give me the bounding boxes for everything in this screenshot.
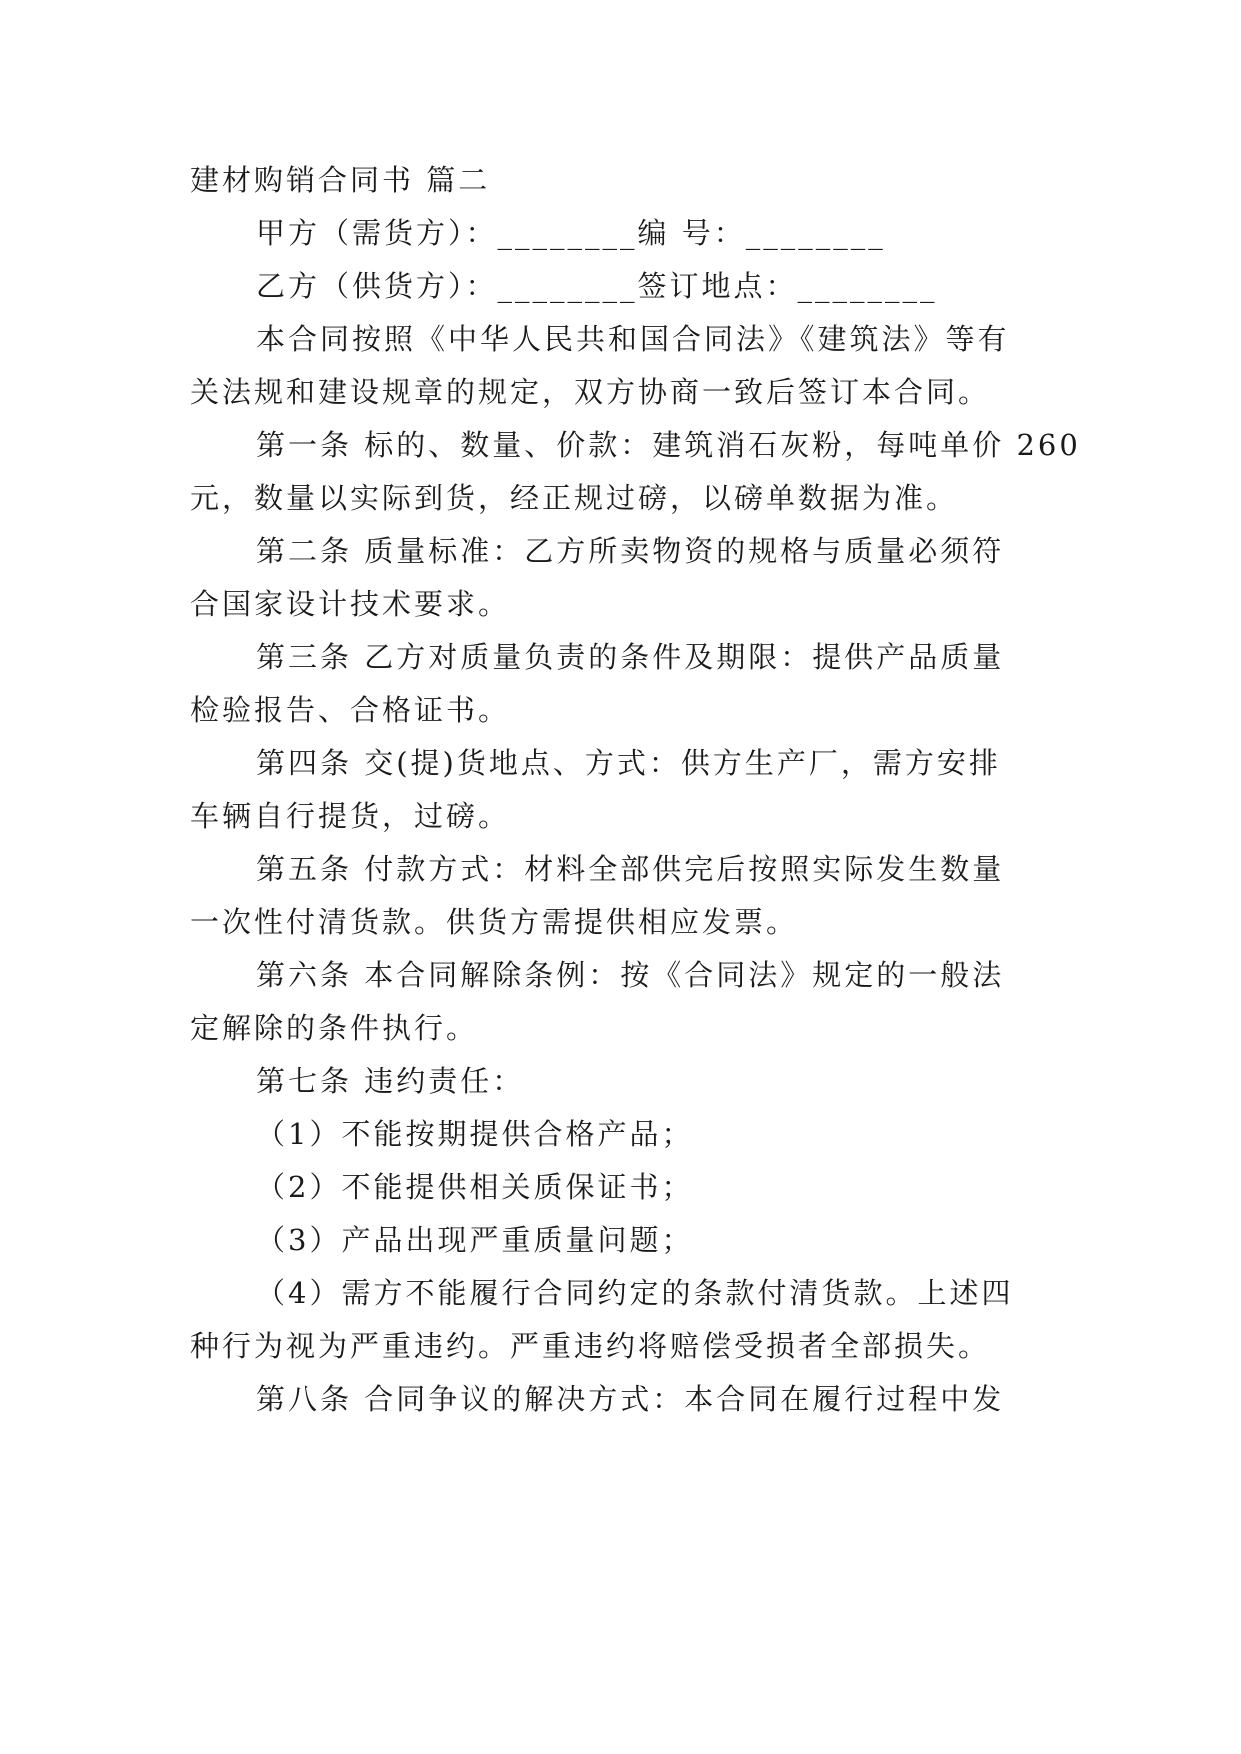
article-6-line-2: 定解除的条件执行。	[190, 1011, 479, 1045]
article-1-line-2: 元，数量以实际到货，经正规过磅，以磅单数据为准。	[190, 481, 959, 515]
party-b-line: 乙方（供货方）：________签订地点：________	[256, 269, 938, 303]
article-4-line-1: 第四条 交(提)货地点、方式：供方生产厂，需方安排	[256, 746, 1001, 780]
preamble-line-1: 本合同按照《中华人民共和国合同法》《建筑法》等有	[256, 322, 1010, 356]
preamble-line-2: 关法规和建设规章的规定，双方协商一致后签订本合同。	[190, 375, 991, 409]
article-5-line-1: 第五条 付款方式：材料全部供完后按照实际发生数量	[256, 852, 1005, 886]
article-7-item-1: （1）不能按期提供合格产品；	[256, 1117, 694, 1151]
article-6-line-1: 第六条 本合同解除条例：按《合同法》规定的一般法	[256, 958, 1005, 992]
article-7-item-4-line-2: 种行为视为严重违约。严重违约将赔偿受损者全部损失。	[190, 1329, 991, 1363]
article-2-line-1: 第二条 质量标准：乙方所卖物资的规格与质量必须符	[256, 534, 1005, 568]
article-4-line-2: 车辆自行提货，过磅。	[190, 799, 511, 833]
article-7-heading: 第七条 违约责任：	[256, 1064, 525, 1098]
document-title: 建材购销合同书 篇二	[190, 163, 491, 197]
article-8-line-1: 第八条 合同争议的解决方式：本合同在履行过程中发	[256, 1382, 1005, 1416]
article-5-line-2: 一次性付清货款。供货方需提供相应发票。	[190, 905, 799, 939]
party-a-line: 甲方（需货方）：________编 号：________	[256, 216, 886, 250]
article-7-item-3: （3）产品出现严重质量问题；	[256, 1223, 694, 1257]
article-7-item-2: （2）不能提供相关质保证书；	[256, 1170, 694, 1204]
article-3-line-2: 检验报告、合格证书。	[190, 693, 511, 727]
article-1-line-1: 第一条 标的、数量、价款：建筑消石灰粉，每吨单价 260	[256, 428, 1081, 462]
article-2-line-2: 合国家设计技术要求。	[190, 587, 511, 621]
article-7-item-4-line-1: （4）需方不能履行合同约定的条款付清货款。上述四	[256, 1276, 1014, 1310]
article-3-line-1: 第三条 乙方对质量负责的条件及期限：提供产品质量	[256, 640, 1005, 674]
